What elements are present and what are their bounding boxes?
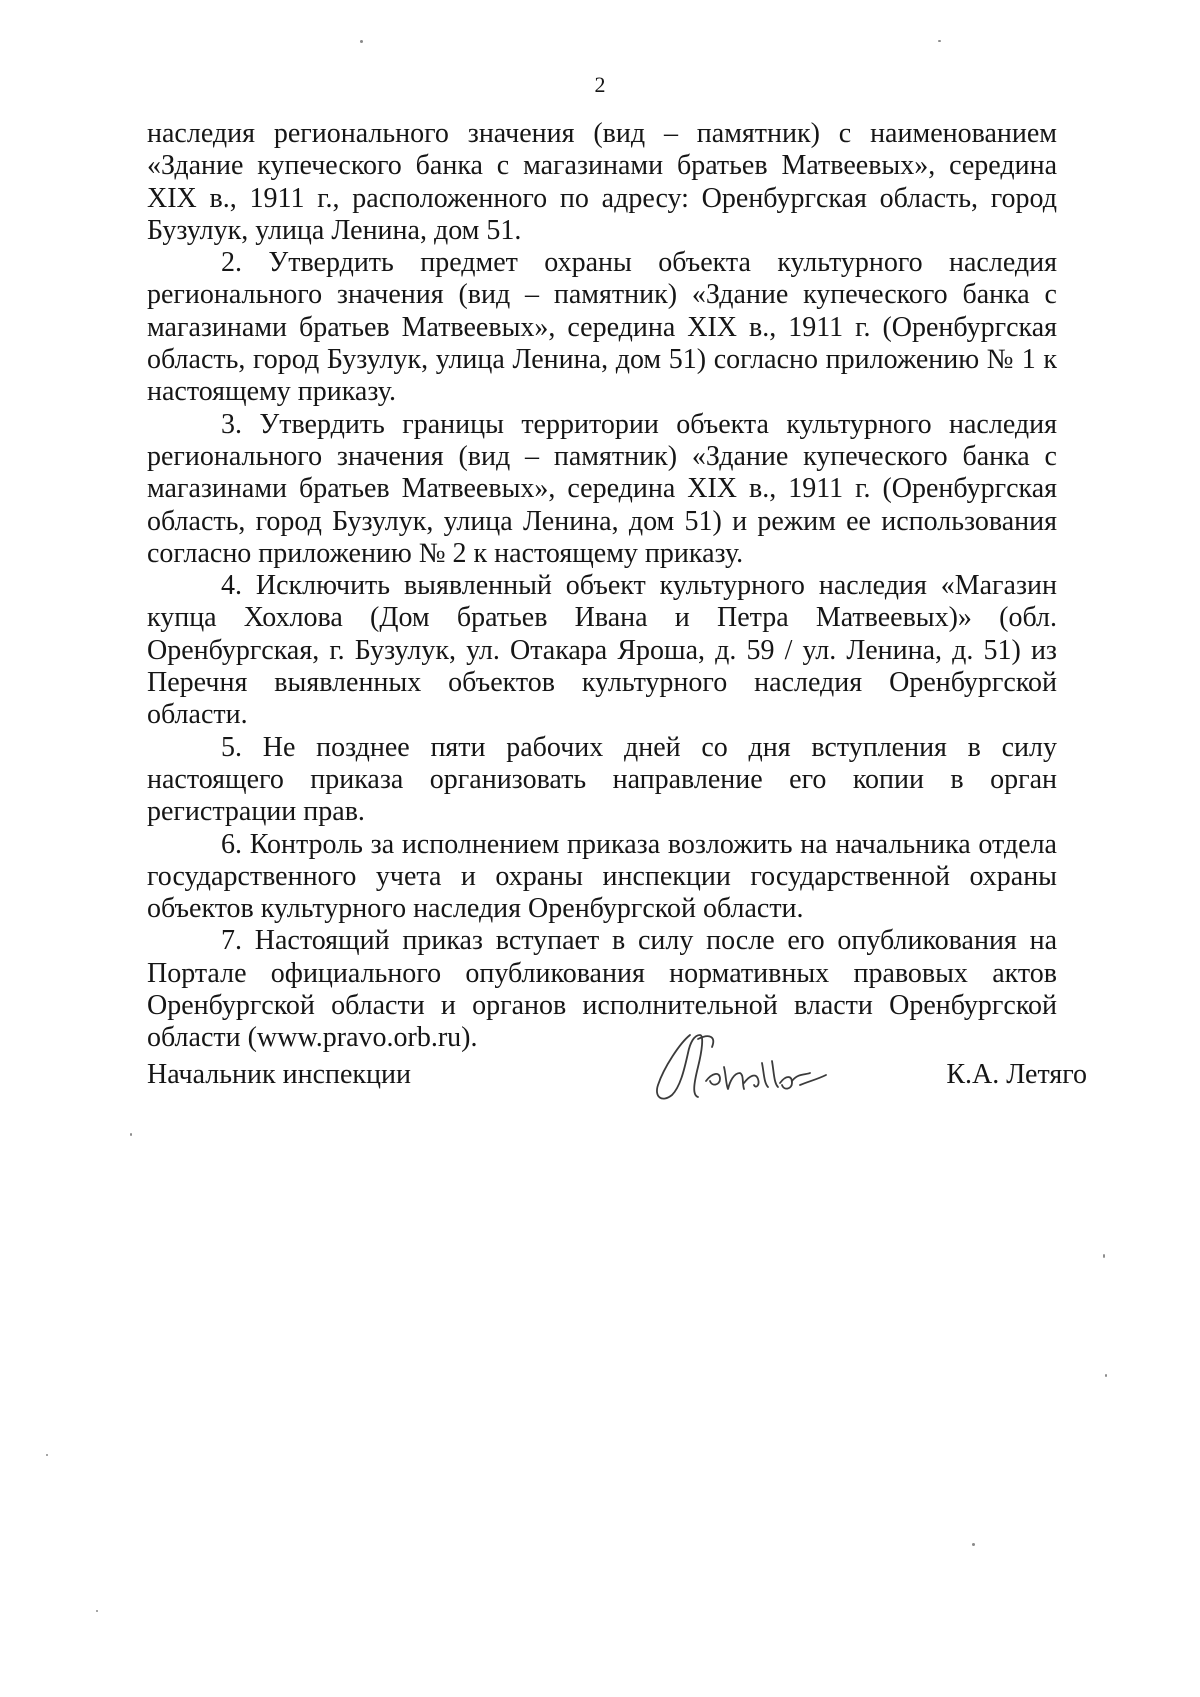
document-body [147, 118, 1057, 1055]
signatory-name: К.А. Летяго [946, 1059, 1087, 1090]
paragraph-item-7: 7. Настоящий приказ вступает в силу после его опубликования на Портале официального опубликования нормативных правовых актов Оренбургской области и органов исполнительной власти Оренбургской области (www.pravo.orb.ru). [147, 925, 1057, 1054]
scan-speck [1105, 1374, 1107, 1377]
scan-speck [96, 1610, 98, 1612]
scan-speck [46, 1454, 48, 1456]
paragraph-item-2: 2. Утвердить предмет охраны объекта культурного наследия регионального значения (вид – памятник) «Здание купеческого банка с магазинами братьев Матвеевых», середина XIX в., 1911 г. (Оренбургская область, город Бузулук, улица Ленина, дом 51) согласно приложению № 1 к настоящему приказу. [147, 247, 1057, 408]
paragraph-item-4: 4. Исключить выявленный объект культурного наследия «Магазин купца Хохлова (Дом братьев Ивана и Петра Матвеевых)» (обл. Оренбургская, г. Бузулук, ул. Отакара Яроша, д. 59 / ул. Ленина, д. 51) из Перечня выявленных объектов культурного наследия Оренбургской области. [147, 570, 1057, 731]
paragraph-item-5: 5. Не позднее пяти рабочих дней со дня вступления в силу настоящего приказа организовать направление его копии в орган регистрации прав. [147, 731, 1057, 828]
paragraph-item-3: 3. Утвердить границы территории объекта культурного наследия регионального значения (вид – памятник) «Здание купеческого банка с магазинами братьев Матвеевых», середина XIX в., 1911 г. (Оренбургская область, город Бузулук, улица Ленина, дом 51) и режим ее использования согласно приложению № 2 к настоящему приказу. [147, 408, 1057, 569]
page-number: 2 [594, 72, 606, 97]
signatory-position: Начальник инспекции [147, 1059, 411, 1090]
signature-block [147, 1045, 1087, 1125]
handwritten-signature [650, 1023, 840, 1113]
scan-speck [360, 40, 363, 43]
scan-speck [972, 1543, 975, 1546]
scan-speck [1103, 1254, 1105, 1258]
scan-speck [130, 1133, 132, 1136]
scan-speck [938, 40, 941, 42]
paragraph-continuation: наследия регионального значения (вид – памятник) с наименованием «Здание купеческого банка с магазинами братьев Матвеевых», середина XIX в., 1911 г., расположенного по адресу: Оренбургская область, город Бузулук, улица Ленина, дом 51. [147, 118, 1057, 246]
paragraph-item-6: 6. Контроль за исполнением приказа возложить на начальника отдела государственного учета и охраны инспекции государственной охраны объектов культурного наследия Оренбургской области. [147, 828, 1057, 925]
